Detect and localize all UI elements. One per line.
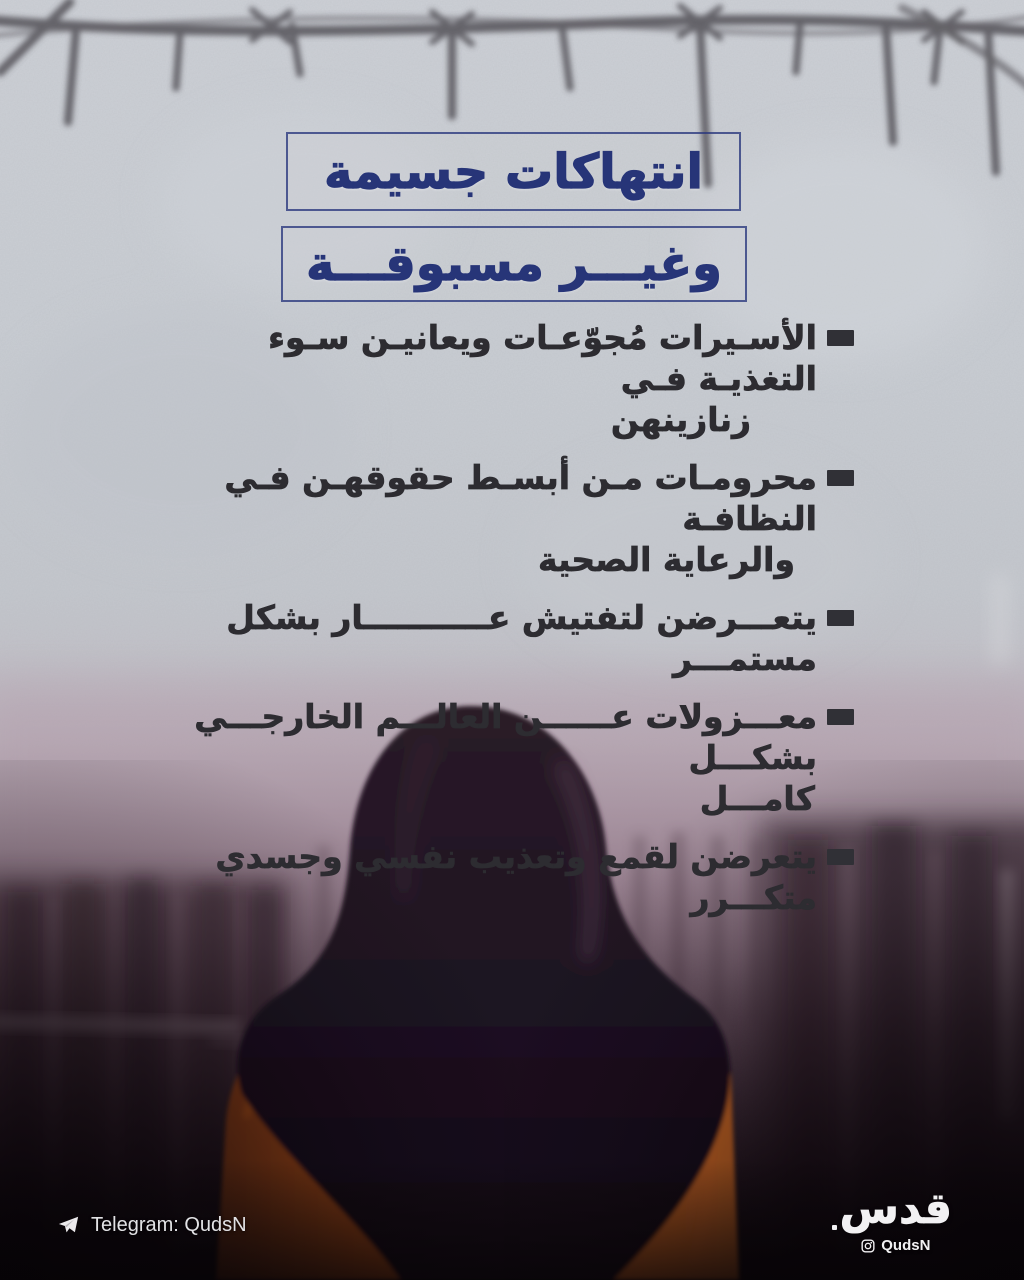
- bullet-text: [152, 597, 817, 679]
- bullet-text: [152, 696, 817, 819]
- bullet-line: معـــزولات عــــــن العالـــم الخارجـــي بشكـــل: [194, 697, 817, 777]
- bullet-dash-icon: [827, 330, 854, 346]
- list-item: [152, 597, 854, 679]
- bullet-line: كامـــل: [699, 779, 815, 818]
- instagram-handle-label: QudsN: [881, 1237, 931, 1254]
- logo-dot: [832, 1225, 837, 1230]
- bullet-text: [152, 317, 817, 440]
- bullet-text: [152, 457, 817, 580]
- instagram-handle: [840, 1237, 952, 1254]
- bullet-line: يتعـــرضن لتفتيش عـــــــــــار بشكل مستمـــر: [226, 598, 817, 678]
- title-line-2: وغيـــر مسبوقـــة: [305, 236, 722, 292]
- bullet-line: يتعرضن لقمع وتعذيب نفسي وجسدي متكـــرر: [215, 837, 817, 917]
- title-line-1: انتهاكات جسيمة: [324, 143, 703, 200]
- telegram-credit: [56, 1214, 247, 1237]
- bullet-dash-icon: [827, 470, 854, 486]
- bullet-line: زنازينهن: [610, 400, 751, 439]
- bullet-dash-icon: [827, 610, 854, 626]
- bullet-line: والرعاية الصحية: [537, 540, 795, 579]
- bullet-dash-icon: [827, 709, 854, 725]
- bullet-dash-icon: [827, 849, 854, 865]
- list-item: [152, 317, 854, 440]
- telegram-handle-label: Telegram: QudsN: [91, 1214, 247, 1236]
- bullet-line: الأسـيرات مُجوّعـات ويعانيـن سـوء التغذيـة فـي: [268, 318, 817, 398]
- quds-logo-text: قدس: [839, 1184, 952, 1234]
- list-item: [152, 836, 854, 918]
- telegram-paper-plane-icon: [56, 1215, 81, 1236]
- bullet-line: محرومـات مـن أبسـط حقوقهـن فـي النظافـة: [224, 458, 817, 538]
- title-box-line-2: [281, 226, 747, 302]
- title-box-line-1: [286, 132, 741, 211]
- list-item: [152, 457, 854, 580]
- bullet-text: [152, 836, 817, 918]
- quds-logo: [839, 1184, 952, 1254]
- violations-bullet-list: [152, 317, 854, 935]
- list-item: [152, 696, 854, 819]
- instagram-icon: [861, 1239, 875, 1253]
